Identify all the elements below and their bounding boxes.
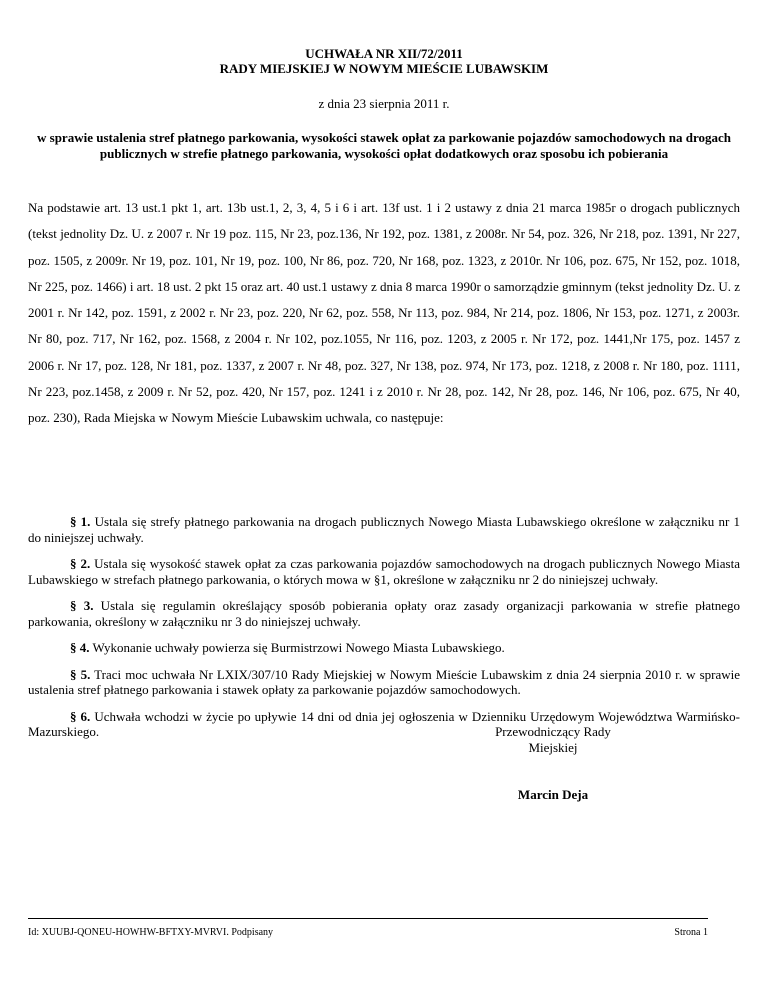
paragraph-5: [28, 667, 740, 698]
resolution-header: [28, 46, 740, 76]
paragraph-number: § 5.: [70, 666, 91, 682]
paragraph-number: § 4.: [70, 640, 90, 655]
paragraph-3: [28, 598, 740, 629]
paragraph-text: Wykonanie uchwały powierza się Burmistrzowi Nowego Miasta Lubawskiego.: [89, 640, 505, 655]
paragraph-2: [28, 556, 740, 587]
paragraph-number: § 6.: [70, 708, 91, 724]
paragraph-text: Traci moc uchwała Nr LXIX/307/10 Rady Miejskiej w Nowym Mieście Lubawskim z dnia 24 sierpnia 2010 r. w sprawie ustalenia stref płatnego parkowania i stawek opłaty za parkowanie pojazdów samochodowych.: [28, 666, 741, 697]
signatory-title: [468, 724, 638, 755]
paragraph-text: Uchwała wchodzi w życie po upływie 14 dni od dnia jej ogłoszenia w Dzienniku Urzędowym Województwa Warmińsko-Mazurskiego.: [28, 708, 741, 739]
document-id: Id: XUUBJ-QONEU-HOWHW-BFTXY-MVRVI. Podpisany: [28, 927, 274, 938]
footer-divider: [28, 918, 708, 919]
paragraph-list: [28, 514, 740, 751]
resolution-number: UCHWAŁA NR XII/72/2011: [305, 46, 463, 61]
signatory-name: Marcin Deja: [517, 787, 589, 802]
resolution-date: z dnia 23 sierpnia 2011 r.: [318, 96, 450, 111]
signatory-title-line1: Przewodniczący Rady: [495, 724, 611, 739]
legal-basis-preamble: Na podstawie art. 13 ust.1 pkt 1, art. 13b ust.1, 2, 3, 4, 5 i 6 i art. 13f ust. 1 i 2 ustawy z dnia 21 marca 1985r o drogach publicznych (tekst jednolity Dz. U. z 2007 r. Nr 19 poz. 115, Nr 23, poz.136, Nr 192, poz. 1381, z 2008r. Nr 54, poz. 326, Nr 218, poz. 1391, Nr 227, poz. 1505, z 2009r. Nr 19, poz. 101, Nr 19, poz. 100, Nr 86, poz. 720, Nr 168, poz. 1323, z 2010r. Nr 106, poz. 675, Nr 152, poz. 1018, Nr 225, poz. 1466) i art. 18 ust. 2 pkt 15 oraz art. 40 ust.1 ustawy z dnia 8 marca 1990r o samorządzie gminnym (tekst jednolity Dz. U. z 2001 r. Nr 142, poz. 1591, z 2002 r. Nr 23, poz. 220, Nr 62, poz. 558, Nr 113, poz. 984, Nr 214, poz. 1806, Nr 153, poz. 1271, z 2003r. Nr 80, poz. 717, Nr 162, poz. 1568, z 2004 r. Nr 102, poz.1055, Nr 116, poz. 1203, z 2005 r. Nr 172, poz. 1441,Nr 175, poz. 1457 z 2006 r. Nr 17, poz. 128, Nr 181, poz. 1337, z 2007 r. Nr 48, poz. 327, Nr 138, poz. 974, Nr 173, poz. 1218, z 2008 r. Nr 180, poz. 1111, Nr 223, poz.1458, z 2009 r. Nr 52, poz. 420, Nr 157, poz. 1241 i z 2010 r. Nr 28, poz. 142, Nr 28, poz. 146, Nr 106, poz. 675, Nr 40, poz. 230), Rada Miejska w Nowym Mieście Lubawskim uchwala, co następuje:: [28, 200, 740, 426]
paragraph-4: [28, 640, 740, 656]
council-name: RADY MIEJSKIEJ W NOWYM MIEŚCIE LUBAWSKIM: [219, 61, 549, 76]
paragraph-text: Ustala się wysokość stawek opłat za czas parkowania pojazdów samochodowych na drogach publicznych Nowego Miasta Lubawskiego w strefach płatnego parkowania, o których mowa w §1, określone w załączniku nr 2 do niniejszej uchwały.: [28, 556, 740, 587]
page-number: Strona 1: [674, 927, 708, 938]
paragraph-number: § 3.: [70, 598, 94, 613]
paragraph-number: § 1.: [70, 514, 91, 529]
resolution-subject: w sprawie ustalenia stref płatnego parkowania, wysokości stawek opłat za parkowanie pojazdów samochodowych na drogach publicznych w strefie płatnego parkowania, wysokości opłat dodatkowych oraz sposobu ich pobierania: [37, 130, 731, 161]
paragraph-1: [28, 514, 740, 545]
document-page: [28, 0, 740, 994]
paragraph-number: § 2.: [70, 556, 91, 571]
signatory-title-line2: Miejskiej: [528, 739, 578, 755]
paragraph-text: Ustala się regulamin określający sposób pobierania opłaty oraz zasady organizacji parkowania w strefie płatnego parkowania, określony w załączniku nr 3 do niniejszej uchwały.: [28, 598, 741, 629]
paragraph-text: Ustala się strefy płatnego parkowania na drogach publicznych Nowego Miasta Lubawskiego określone w załączniku nr 1 do niniejszej uchwały.: [28, 514, 740, 545]
